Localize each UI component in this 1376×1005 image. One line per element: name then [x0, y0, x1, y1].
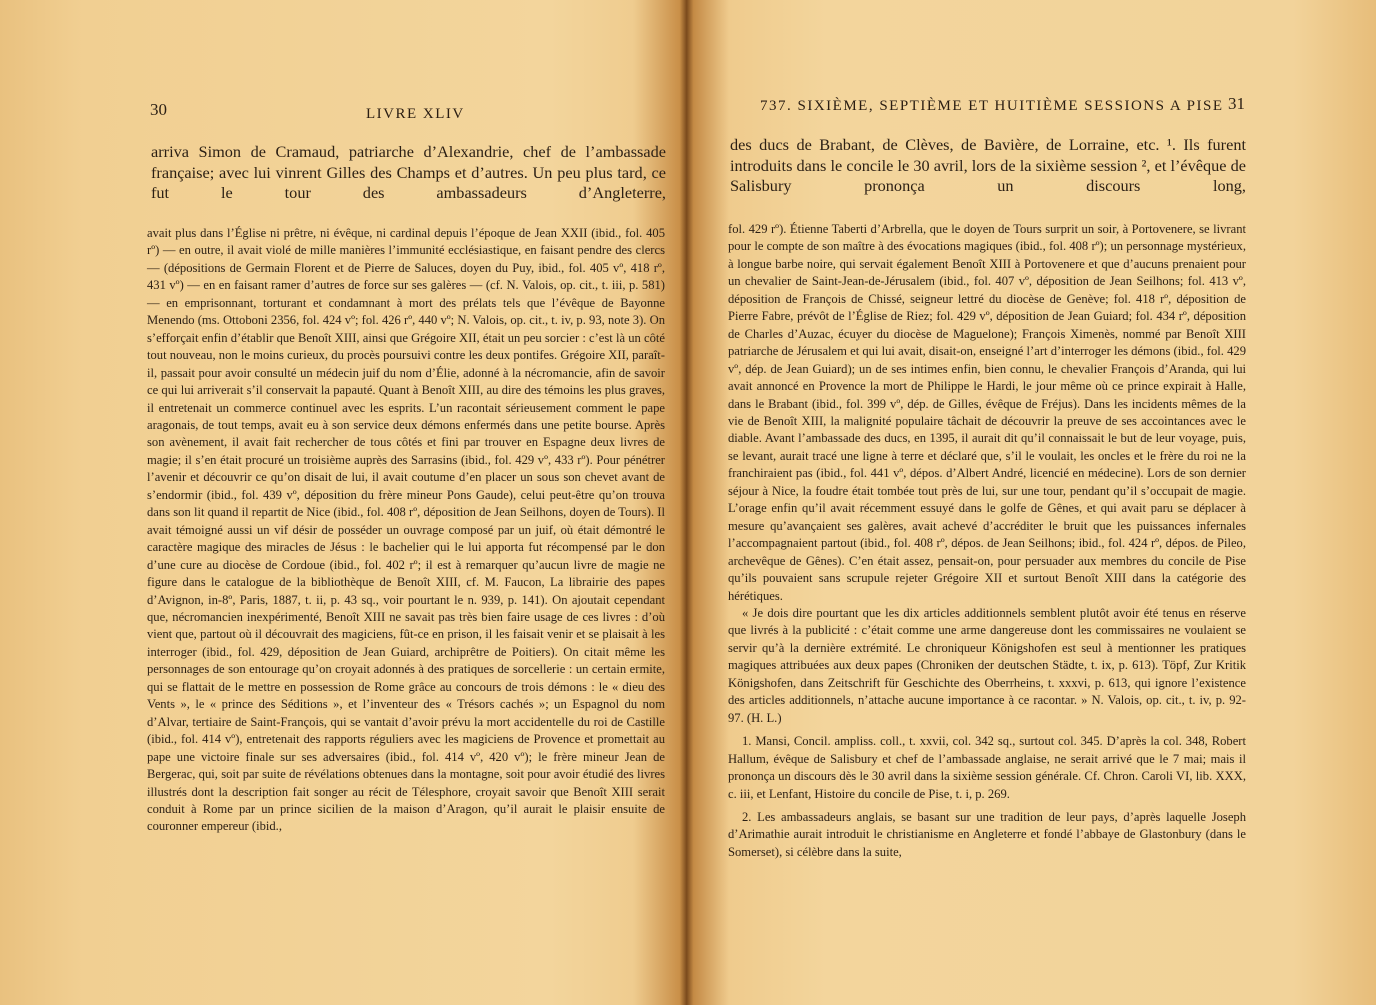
footnote-paragraph-left: avait plus dans l’Église ni prêtre, ni évêque, ni cardinal depuis l’époque de Jean XXII (ibid., fol. 405 rº) — en outre, il avait violé de mille manières l’immunité ecclésiastique, en faisant pendre des clercs — (dépositions de Germain Florent et de Pierre de Saluces, doyen du Puy, ibid., fol. 405 vº, 418 rº, 431 vº) — en en faisant ramer d’autres de force sur ses galères — (cf. N. Valois, op. cit., t. iii, p. 581) — en emprisonnant, torturant et condamnant à mort des prélats tels que l’évêque de Bayonne Menendo (ms. Ottoboni 2356, fol. 424 vº; fol. 426 rº, 440 vº; N. Valois, op. cit., t. iv, p. 93, note 3). On s’efforçait enfin d’établir que Benoît XIII, ainsi que Grégoire XII, était un peu sorcier : c’est là un côté tout nouveau, non le moins curieux, du procès poursuivi contre les deux pontifes. Grégoire XII, paraît-il, passait pour avoir consulté un médecin juif du nom d’Élie, adonné à la nécromancie, afin de savoir ce qui lui arriverait s’il conservait la papauté. Quant à Benoît XIII, au dire des témoins les plus graves, il entretenait un commerce continuel avec les esprits. L’un racontait sérieusement comment le pape aragonais, de tout temps, avait eu à son service deux démons enfermés dans une petite bourse. Après son avènement, il avait fait rechercher de tous côtés et fini par trouver en Espagne deux livres de magie; il s’en était procuré un troisième auprès des Sarrasins (ibid., fol. 429 vº, 433 rº). Pour pénétrer l’avenir et découvrir ce qu’on disait de lui, il avait coutume d’en placer un sous son chevet avant de s’endormir (ibid., fol. 439 vº, déposition du frère mineur Pons Gaude), celui peut-être qu’on trouva dans son lit quand il repartit de Nice (ibid., fol. 408 rº, déposition de Jean Seilhons, doyen de Tours). Il avait témoigné aussi un vif désir de posséder un ouvrage composé par un juif, où était démontré le caractère magique des miracles de Jésus : le bachelier qui le lui apporta fut récompensé par le don d’une cure au diocèse de Cordoue (ibid., fol. 402 rº; il est à remarquer qu’aucun livre de magie ne figure dans le catalogue de la bibliothèque de Benoît XIII, cf. M. Faucon, La librairie des papes d’Avignon, in-8º, Paris, 1887, t. ii, p. 43 sq., voir pourtant le n. 939, p. 141). On ajoutait cependant que, nécromancien inexpérimenté, Benoît XIII ne savait pas très bien faire usage de ces livres : d’où vient que, partout où il découvrait des magiciens, fût-ce en prison, il les faisait venir et se plaisait à les interroger (ibid., fol. 429, déposition de Jean Guiard, archiprêtre de Poitiers). On citait même les personnages de son entourage qu’on croyait adonnés à des pratiques de sorcellerie : un certain ermite, qui se flattait de le mettre en possession de Rome grâce au concours de trois démons : le « dieu des Vents », le « prince des Séditions », et l’inventeur des « Trésors cachés »; un Espagnol du nom d’Alvar, tertiaire de Saint-François, qui se vantait d’avoir prévu la mort accidentelle du roi de Castille (ibid., fol. 414 vº), entretenait des rapports réguliers avec les magiciens de Provence et promettait au pape une victoire finale sur ses adversaires (ibid., fol. 414 vº, 420 vº); le frère mineur Jean de Bergerac, qui, soit par suite de révélations obtenues dans la montagne, soit pour avoir étudié des livres illustrés dont la description fait songer au récit de Télesphore, croyait savoir que Benoît XIII serait conduit à Rome par un prince sicilien de la maison d’Aragon, qu’il aurait le plaisir ensuite de couronner empereur (ibid.,	[147, 226, 665, 834]
footnote-continuation: fol. 429 rº). Étienne Taberti d’Arbrella, que le doyen de Tours surprit un soir, à Portovenere, se livrant pour le compte de son maître à des évocations magiques (ibid., fol. 408 rº); un personnage mystérieux, à longue barbe noire, qui servait également Benoît XIII à Portovenere et que d’aucuns prenaient pour un chevalier de Saint-Jean-de-Jérusalem (ibid., fol. 407 vº, déposition de Jean Seilhons; fol. 413 vº, déposition de François de Chissé, seigneur lettré du diocèse de Genève; fol. 418 rº, déposition de Pierre Fabre, prévôt de l’Église de Riez; fol. 429 vº, déposition de Jean Guiard; fol. 434 rº, déposition de Charles d’Auzac, écuyer du diocèse de Maguelone); François Ximenès, nommé par Benoît XIII patriarche de Jérusalem et qui lui avait, disait-on, enseigné l’art d’interroger les démons (ibid., fol. 429 vº, dép. de Jean Guiard); un de ses intimes enfin, bien connu, le chevalier François d’Aranda, qui lui avait annoncé en Provence la mort de Philippe le Hardi, le jour même où ce prince expirait à Halle, dans le Brabant (ibid., fol. 399 vº, dép. de Gilles, évêque de Fréjus). Dans les incidents mêmes de la vie de Benoît XIII, la malignité populaire tâchait de découvrir la preuve de ses accointances avec le diable. Avant l’ambassade des ducs, en 1395, il aurait dit qu’il connaissait le but de leur voyage, puis, se levant, aurait tracé une ligne à terre et déclaré que, s’il le voulait, les oncles et le frère du roi ne la franchiraient pas (ibid., fol. 441 vº, dépos. d’Albert André, licencié en médecine). Lors de son dernier séjour à Nice, la foudre était tombée tout près de lui, sur une tour, pendant qu’il s’occupait de magie. L’orage enfin qu’il avait récemment essuyé dans le golfe de Gênes, et qui avait paru se déplacer à mesure qu’avançaient ses galères, avait achevé d’accréditer le bruit que les puissances infernales l’accompagnaient partout (ibid., fol. 408 rº, dépos. de Jean Seilhons; ibid., fol. 424 rº, dépos. de Pileo, archevêque de Gênes). C’en était assez, pensait-on, pour persuader aux membres du concile de Pise qu’ils pouvaient sans scrupule rejeter Grégoire XII et surtout Benoît XIII dans la catégorie des hérétiques.	[728, 222, 1246, 603]
footnote-quote: « Je dois dire pourtant que les dix articles additionnels semblent plutôt avoir été tenus en réserve que livrés à la publicité : c’était comme une arme dangereuse dont les commissaires ne voulaient se servir qu’à la dernière extrémité. Le chroniqueur Königshofen est seul à mentionner les pratiques magiques attribuées aux deux papes (Chroniken der deutschen Städte, t. ix, p. 613). Töpf, Zur Kritik Königshofen, dans Zeitschrift für Geschichte des Oberrheins, t. xxxvi, p. 613, qui ignore l’existence des articles additionnels, n’attache aucune importance à ce racontar. » N. Valois, op. cit., t. iv, p. 92-97. (H. L.)	[728, 605, 1246, 725]
main-text-left: arriva Simon de Cramaud, patriarche d’Alexandrie, chef de l’ambassade française; avec lui vinrent Gilles des Champs et d’autres. Un peu plus tard, ce fut le tour des ambassadeurs d’Angleterre,	[151, 142, 666, 202]
page-number-right: 31	[1228, 94, 1245, 113]
footnote-right	[728, 221, 1246, 861]
running-head-right: 737. SIXIÈME, SEPTIÈME ET HUITIÈME SESSIONS A PISE	[760, 98, 1224, 114]
running-head-left: LIVRE XLIV	[366, 106, 465, 122]
page-number-left: 30	[150, 100, 167, 119]
main-text-right: des ducs de Brabant, de Clèves, de Bavière, de Lorraine, etc. ¹. Ils furent introduits dans le concile le 30 avril, lors de la sixième session ², et l’évêque de Salisbury prononça un discours long,	[730, 135, 1246, 195]
footnote-left	[147, 225, 665, 836]
note-1: 1. Mansi, Concil. ampliss. coll., t. xxvii, col. 342 sq., surtout col. 345. D’après la col. 348, Robert Hallum, évêque de Salisbury et chef de l’ambassade anglaise, ne serait arrivé que le 7 mai; mais il prononça un discours dès le 30 avril dans la sixième session générale. Cf. Chron. Caroli VI, lib. XXX, c. iii, et Lenfant, Histoire du concile de Pise, t. i, p. 269.	[728, 734, 1246, 801]
right-page	[688, 0, 1376, 1005]
note-2: 2. Les ambassadeurs anglais, se basant sur une tradition de leur pays, d’après laquelle Joseph d’Arimathie aurait introduit le christianisme en Angleterre et fondé l’abbaye de Glastonbury (dans le Somerset), si célèbre dans la suite,	[728, 809, 1246, 859]
